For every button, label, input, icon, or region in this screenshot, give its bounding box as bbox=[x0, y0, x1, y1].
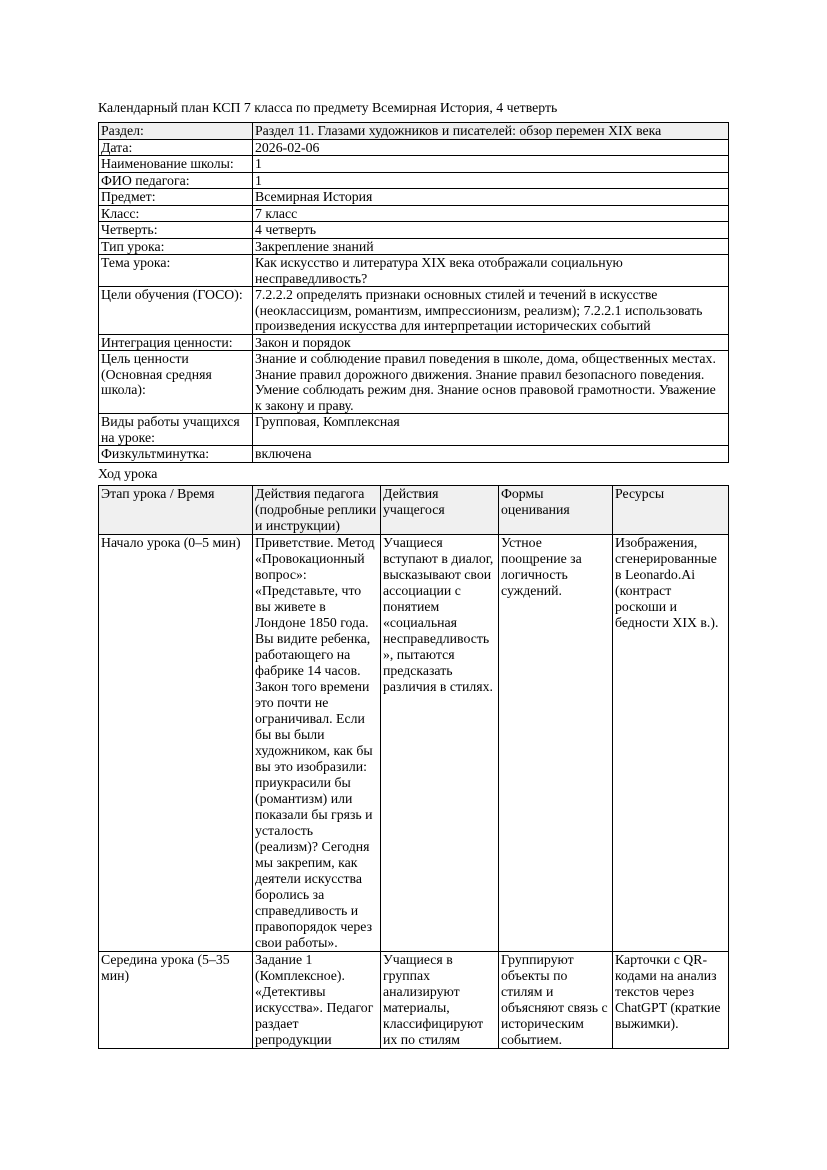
info-label: Тема урока: bbox=[99, 255, 253, 287]
header-assessment: Формы оценивания bbox=[499, 485, 613, 534]
cell-resources: Изображения, сгенерированные в Leonardo.Ai (контраст роскоши и бедности XIX в.). bbox=[613, 534, 729, 951]
info-value: Закон и порядок bbox=[253, 334, 729, 351]
cell-student-actions: Учащиеся в группах анализируют материалы, классифицируют их по стилям bbox=[381, 951, 499, 1048]
info-row-work-types bbox=[99, 414, 729, 446]
info-value: Знание и соблюдение правил поведения в школе, дома, общественных местах. Знание правил дорожного движения. Знание правил безопасного поведения. Умение соблюдать режим дня. Знание основ правовой грамотности. Уважение к закону и праву. bbox=[253, 351, 729, 414]
info-value: 4 четверть bbox=[253, 222, 729, 239]
document-title: Календарный план КСП 7 класса по предмету Всемирная История, 4 четверть bbox=[98, 100, 558, 115]
info-row-values-integration bbox=[99, 334, 729, 351]
info-value: Групповая, Комплексная bbox=[253, 414, 729, 446]
lesson-flow-table bbox=[98, 485, 729, 1049]
section-heading: Ход урока bbox=[98, 465, 158, 481]
info-row-values-goal bbox=[99, 351, 729, 414]
info-label: Предмет: bbox=[99, 189, 253, 206]
info-row-lesson-type bbox=[99, 238, 729, 255]
info-row-teacher bbox=[99, 172, 729, 189]
cell-resources: Карточки с QR-кодами на анализ текстов через ChatGPT (краткие выжимки). bbox=[613, 951, 729, 1048]
info-value: Закрепление знаний bbox=[253, 238, 729, 255]
cell-stage: Начало урока (0–5 мин) bbox=[99, 534, 253, 951]
info-row-quarter bbox=[99, 222, 729, 239]
info-value: Раздел 11. Глазами художников и писателей: обзор перемен XIX века bbox=[253, 123, 729, 140]
info-label: ФИО педагога: bbox=[99, 172, 253, 189]
info-row-goals bbox=[99, 287, 729, 335]
header-student-actions: Действия учащегося bbox=[381, 485, 499, 534]
lesson-row-middle bbox=[99, 951, 729, 1048]
info-value: 7 класс bbox=[253, 205, 729, 222]
header-stage: Этап урока / Время bbox=[99, 485, 253, 534]
info-label: Тип урока: bbox=[99, 238, 253, 255]
info-row-lesson-topic bbox=[99, 255, 729, 287]
cell-teacher-actions: Приветствие. Метод «Провокационный вопрос»: «Представьте, что вы живете в Лондоне 1850 года. Вы видите ребенка, работающего на фабрике 14 часов. Закон того времени это почти не ограничивал. Если бы вы были художником, как бы вы это изобразили: приукрасили бы (романтизм) или показали бы грязь и усталость (реализм)? Сегодня мы закрепим, как деятели искусства боролись за справедливость и правопорядок через свои работы». bbox=[253, 534, 381, 951]
cell-assessment: Устное поощрение за логичность суждений. bbox=[499, 534, 613, 951]
info-label: Виды работы учащихся на уроке: bbox=[99, 414, 253, 446]
info-label: Физкультминутка: bbox=[99, 446, 253, 463]
info-label: Цели обучения (ГОСО): bbox=[99, 287, 253, 335]
cell-assessment: Группируют объекты по стилям и объясняют связь с историческим событием. bbox=[499, 951, 613, 1048]
info-value: Всемирная История bbox=[253, 189, 729, 206]
info-label: Наименование школы: bbox=[99, 156, 253, 173]
info-label: Цель ценности (Основная средняя школа): bbox=[99, 351, 253, 414]
info-row-school bbox=[99, 156, 729, 173]
info-label: Интеграция ценности: bbox=[99, 334, 253, 351]
info-value: 1 bbox=[253, 156, 729, 173]
info-value: 7.2.2.2 определять признаки основных стилей и течений в искусстве (неоклассицизм, романтизм, импрессионизм, реализм); 7.2.2.1 использовать произведения искусства для интерпретации исторических событий bbox=[253, 287, 729, 335]
info-value: включена bbox=[253, 446, 729, 463]
info-label: Раздел: bbox=[99, 123, 253, 140]
lesson-info-table bbox=[98, 122, 729, 463]
info-label: Класс: bbox=[99, 205, 253, 222]
cell-teacher-actions: Задание 1 (Комплексное). «Детективы искусства». Педагог раздает репродукции bbox=[253, 951, 381, 1048]
document-page bbox=[98, 100, 728, 1049]
info-value: 2026-02-06 bbox=[253, 139, 729, 156]
info-row-class bbox=[99, 205, 729, 222]
info-label: Четверть: bbox=[99, 222, 253, 239]
header-resources: Ресурсы bbox=[613, 485, 729, 534]
info-row-subject bbox=[99, 189, 729, 206]
info-row-physminute bbox=[99, 446, 729, 463]
lesson-row-start bbox=[99, 534, 729, 951]
info-value: 1 bbox=[253, 172, 729, 189]
info-label: Дата: bbox=[99, 139, 253, 156]
info-row-date bbox=[99, 139, 729, 156]
cell-student-actions: Учащиеся вступают в диалог, высказывают свои ассоциации с понятием «социальная несправедливость», пытаются предсказать различия в стилях. bbox=[381, 534, 499, 951]
cell-stage: Середина урока (5–35 мин) bbox=[99, 951, 253, 1048]
lesson-table-header-row bbox=[99, 485, 729, 534]
info-row-razdel bbox=[99, 123, 729, 140]
header-teacher-actions: Действия педагога (подробные реплики и инструкции) bbox=[253, 485, 381, 534]
info-value: Как искусство и литература XIX века отображали социальную несправедливость? bbox=[253, 255, 729, 287]
